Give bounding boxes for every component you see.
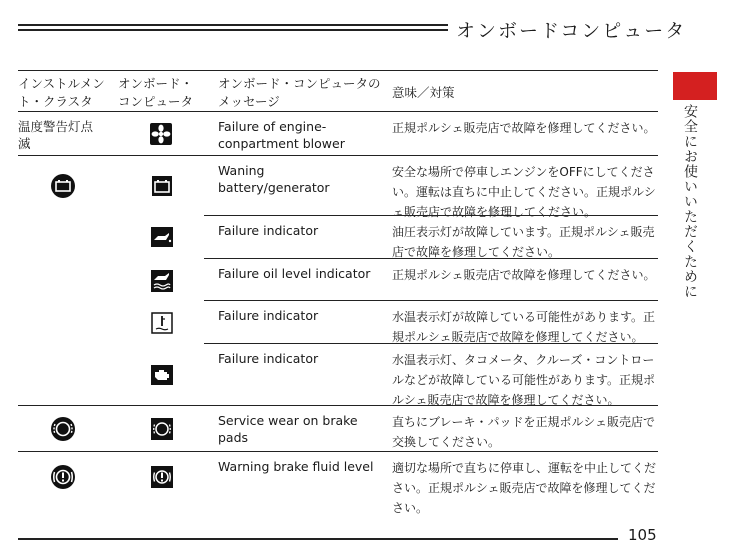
brake-pad-wear-icon <box>50 416 76 442</box>
column-header-computer: オンボード・コンピュータ <box>118 76 194 109</box>
column-header-cluster: インストルメント・クラスタ <box>18 76 105 109</box>
table-row <box>18 344 658 406</box>
coolant-temperature-icon <box>151 312 173 334</box>
meaning-text: 油圧表示灯が故障しています。正規ポルシェ販売店で故障を修理してください。 <box>392 225 655 259</box>
table-row <box>18 156 658 219</box>
brake-pad-wear-icon <box>150 417 174 441</box>
computer-message: Failure indicator <box>218 308 319 323</box>
page-title: オンボードコンピュータ <box>456 20 687 42</box>
column-header-meaning: 意味／対策 <box>392 85 455 100</box>
page-number: 105 <box>628 526 657 544</box>
section-tab-label: 安全にお使いいただくために <box>682 104 698 299</box>
computer-message: Failure indicator <box>218 351 319 366</box>
computer-message: Failure of engine-conpartment blower <box>218 119 345 151</box>
brake-fluid-warning-icon <box>50 464 76 490</box>
computer-message: Waning battery/generator <box>218 163 330 195</box>
brake-fluid-warning-icon <box>150 465 174 489</box>
table-row <box>18 216 658 259</box>
computer-message: Warning brake fluid level <box>218 459 374 474</box>
battery-icon <box>151 175 173 197</box>
footer-rule <box>18 538 618 540</box>
meaning-text: 正規ポルシェ販売店で故障を修理してください。 <box>392 121 656 135</box>
check-engine-icon <box>150 364 174 386</box>
header-rule <box>18 24 448 34</box>
computer-message: Service wear on brake pads <box>218 413 358 445</box>
oil-pressure-icon <box>150 226 174 248</box>
meaning-text: 水温表示灯、タコメータ、クルーズ・コントロールなどが故障している可能性があります。正規ポルシェ販売店で故障を修理してください。 <box>392 353 656 407</box>
table-row <box>18 406 658 452</box>
column-header-message: オンボード・コンピュータのメッセージ <box>218 76 381 109</box>
table-row <box>18 452 658 515</box>
table-row <box>18 301 658 344</box>
meaning-text: 安全な場所で停車しエンジンをOFFにしてください。運転は直ちに中止してください。正規ポルシェ販売店で故障を修理してください。 <box>392 165 656 219</box>
section-tab-marker <box>673 72 717 100</box>
battery-warning-icon <box>50 173 76 199</box>
meaning-text: 正規ポルシェ販売店で故障を修理してください。 <box>392 268 656 282</box>
oil-level-icon <box>150 269 174 293</box>
table-top-rule <box>18 70 658 71</box>
blower-fan-icon <box>149 122 173 146</box>
cluster-status-text: 温度警告灯点滅 <box>18 119 94 151</box>
table-row <box>18 112 658 156</box>
meaning-text: 水温表示灯が故障している可能性があります。正規ポルシェ販売店で故障を修理してください。 <box>392 310 656 344</box>
computer-message: Failure indicator <box>218 223 319 238</box>
table-row <box>18 259 658 301</box>
computer-message: Failure oil level indicator <box>218 266 371 281</box>
meaning-text: 直ちにブレーキ・パッドを正規ポルシェ販売店で交換してください。 <box>392 415 655 449</box>
meaning-text: 適切な場所で直ちに停車し、運転を中止してください。正規ポルシェ販売店で故障を修理してください。 <box>392 461 657 515</box>
